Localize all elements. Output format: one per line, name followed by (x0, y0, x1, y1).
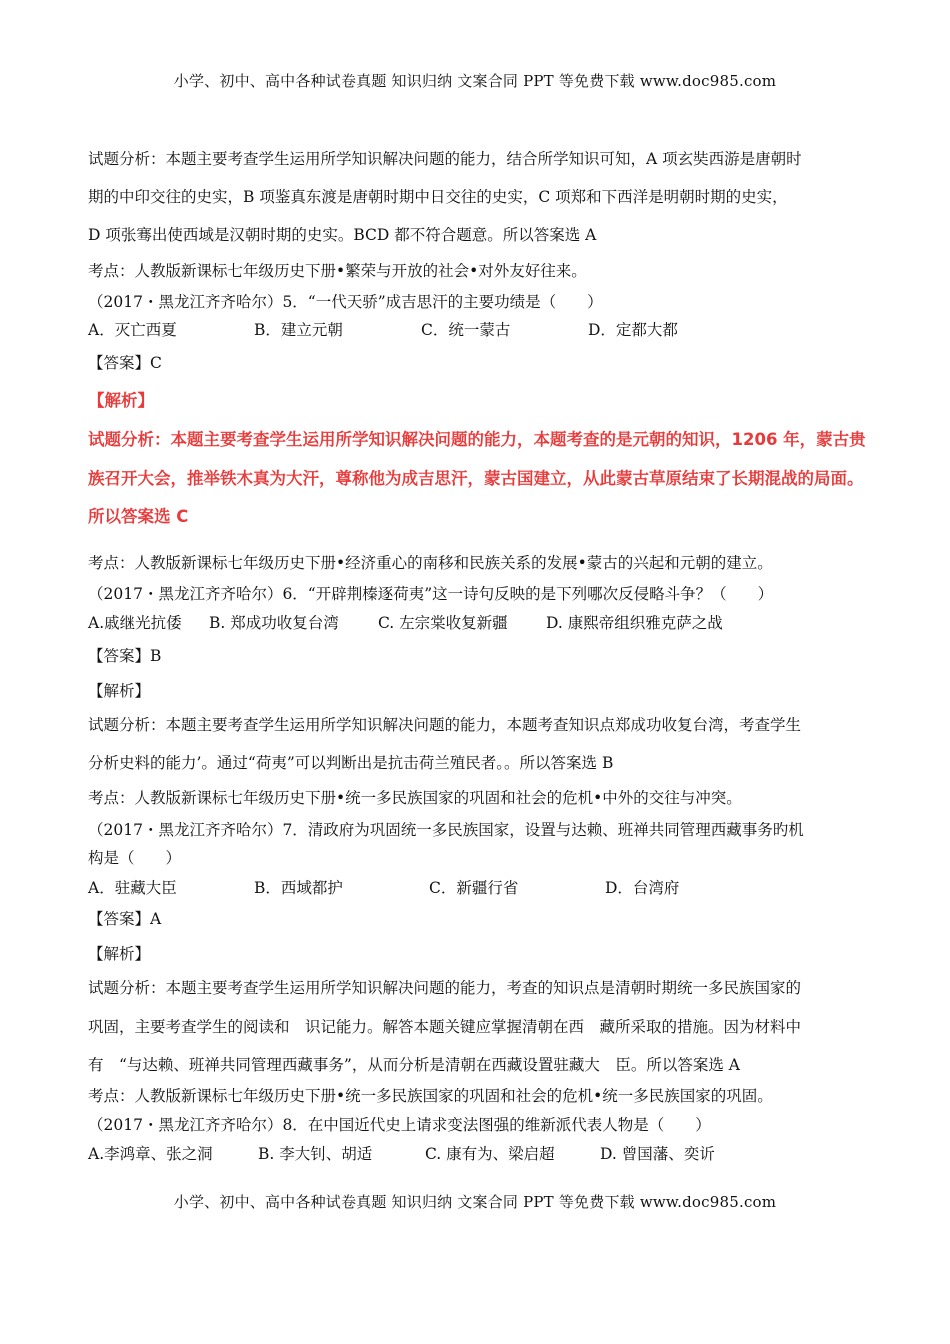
q8-option-a: A.李鸿章、张之洞 (88, 1145, 213, 1163)
q5-analysis-heading: 【解析】 (88, 391, 154, 410)
q7-option-a: A．驻藏大臣 (88, 879, 177, 897)
q6-option-c: C. 左宗棠收复新疆 (378, 614, 508, 632)
q4-kaodian: 考点：人教版新课标七年级历史下册•繁荣与开放的社会•对外友好往来。 (88, 262, 587, 280)
q5-option-c: C．统一蒙古 (421, 321, 511, 339)
q5-analysis-line: 试题分析：本题主要考查学生运用所学知识解决问题的能力，本题考查的是元朝的知识，1206 年，蒙古贵 (88, 430, 866, 449)
q4-analysis-line: D 项张骞出使西域是汉朝时期的史实。BCD 都不符合题意。所以答案选 A (88, 226, 597, 244)
q6-analysis-line: 分析史料的能力’。通过“荷夷”可以判断出是抗击荷兰殖民者。。所以答案选 B (88, 754, 614, 772)
q5-stem: （2017・黑龙江齐齐哈尔）5．“一代天骄”成吉思汗的主要功绩是（ ） (88, 293, 603, 311)
q7-analysis-line: 巩固，主要考查学生的阅读和 识记能力。解答本题关键应掌握清朝在西 藏所采取的措施。因为材料中 (88, 1018, 802, 1036)
q5-analysis-line: 所以答案选 C (88, 507, 189, 526)
q5-analysis-line: 族召开大会，推举铁木真为大汗，尊称他为成吉思汗，蒙古国建立，从此蒙古草原结束了长期混战的局面。 (88, 469, 864, 488)
q7-stem: （2017・黑龙江齐齐哈尔）7．清政府为巩固统一多民族国家，设置与达赖、班禅共同管理西藏事务旳机 (88, 821, 804, 839)
q6-option-a: A.戚继光抗倭 (88, 614, 182, 632)
q6-stem: （2017・黑龙江齐齐哈尔）6．“开辟荆榛逐荷夷”这一诗句反映的是下列哪次反侵略斗争？（ ） (88, 585, 774, 603)
q6-analysis-line: 试题分析：本题主要考查学生运用所学知识解决问题的能力，本题考查知识点郑成功收复台湾，考查学生 (88, 716, 802, 734)
q7-analysis-line: 试题分析：本题主要考查学生运用所学知识解决问题的能力，考查的知识点是清朝时期统一多民族国家的 (88, 979, 802, 997)
q7-analysis-line: 有 “与达赖、班禅共同管理西藏事务”，从而分析是清朝在西藏设置驻藏大 臣。所以答案选 A (88, 1056, 740, 1074)
q8-option-c: C. 康有为、梁启超 (425, 1145, 555, 1163)
q5-answer: 【答案】C (88, 354, 162, 372)
q5-option-b: B．建立元朝 (254, 321, 343, 339)
q5-option-a: A．灭亡西夏 (88, 321, 177, 339)
q6-option-b: B. 郑成功收复台湾 (209, 614, 339, 632)
page-header: 小学、初中、高中各种试卷真题 知识归纳 文案合同 PPT 等免费下载 www.doc985.com (173, 72, 777, 90)
q7-option-c: C．新疆行省 (429, 879, 519, 897)
q7-option-d: D．台湾府 (605, 879, 680, 897)
q6-option-d: D. 康熙帝组织雅克萨之战 (546, 614, 723, 632)
q7-stem: 构是（ ） (88, 849, 182, 867)
q7-kaodian: 考点：人教版新课标七年级历史下册•统一多民族国家的巩固和社会的危机•统一多民族国家的巩固。 (88, 1087, 773, 1105)
q5-kaodian: 考点：人教版新课标七年级历史下册•经济重心的南移和民族关系的发展•蒙古的兴起和元朝的建立。 (88, 554, 773, 572)
page-footer: 小学、初中、高中各种试卷真题 知识归纳 文案合同 PPT 等免费下载 www.doc985.com (173, 1193, 777, 1211)
q6-answer: 【答案】B (88, 647, 162, 665)
q7-answer: 【答案】A (88, 910, 162, 928)
q8-option-d: D. 曾国藩、奕䜣 (600, 1145, 715, 1163)
q7-analysis-heading: 【解析】 (88, 945, 151, 963)
q6-analysis-heading: 【解析】 (88, 682, 151, 700)
q5-option-d: D．定都大都 (588, 321, 678, 339)
q7-option-b: B．西域都护 (254, 879, 343, 897)
q8-stem: （2017・黑龙江齐齐哈尔）8．在中国近代史上请求变法图强的维新派代表人物是（ ） (88, 1116, 711, 1134)
q8-option-b: B. 李大钊、胡适 (258, 1145, 373, 1163)
q4-analysis-line: 试题分析：本题主要考查学生运用所学知识解决问题的能力，结合所学知识可知，A 项玄奘西游是唐朝时 (88, 150, 802, 168)
q4-analysis-line: 期的中印交往的史实，B 项鉴真东渡是唐朝时期中日交往的史实，C 项郑和下西洋是明朝时期的史实， (88, 188, 788, 206)
q6-kaodian: 考点：人教版新课标七年级历史下册•统一多民族国家的巩固和社会的危机•中外的交往与冲突。 (88, 789, 742, 807)
